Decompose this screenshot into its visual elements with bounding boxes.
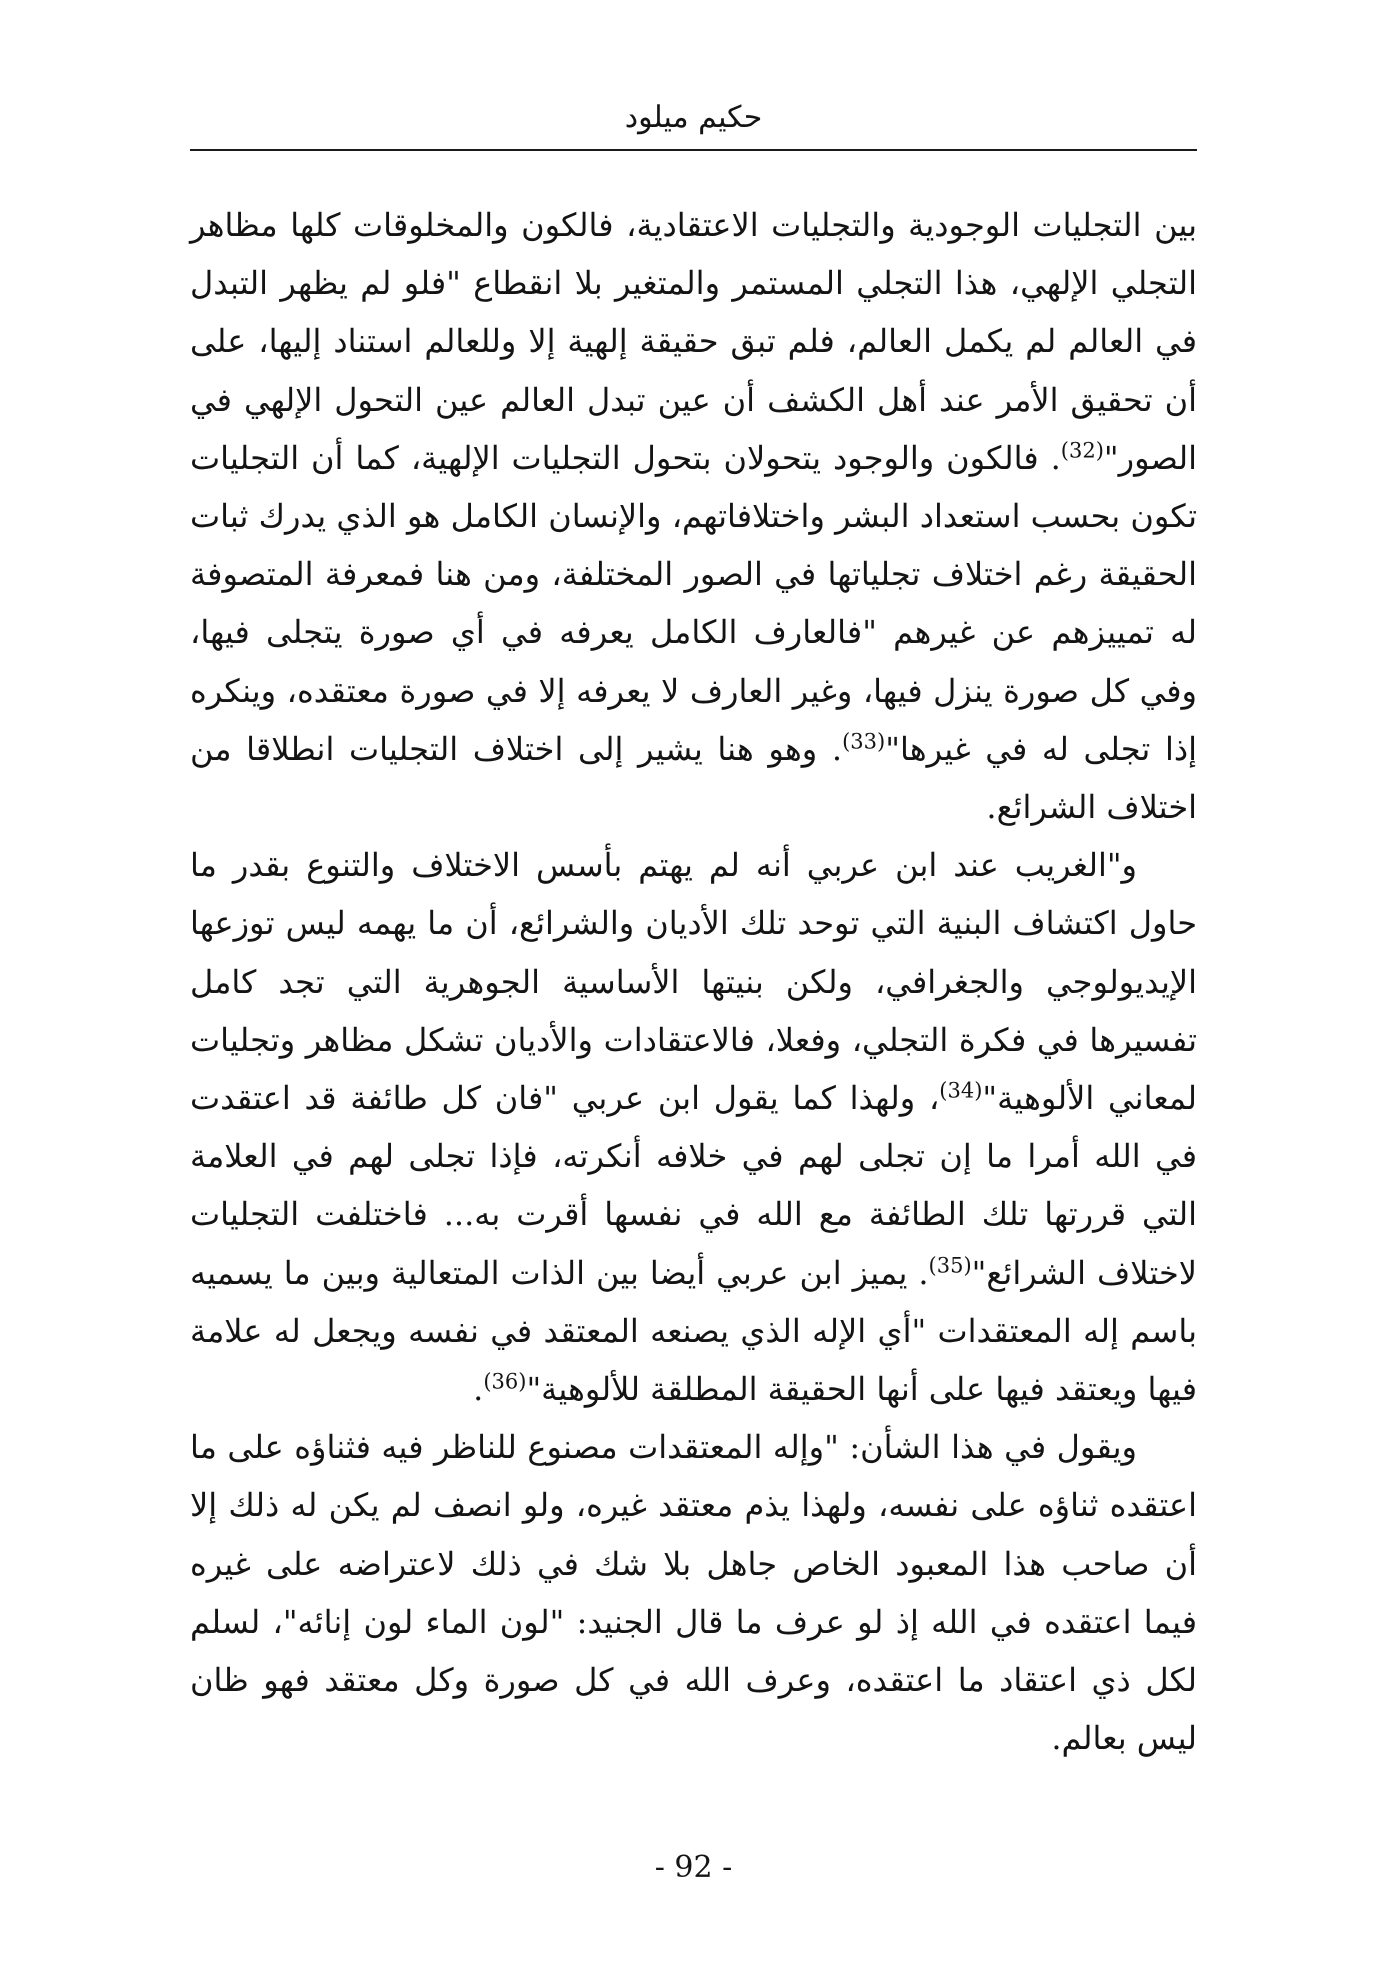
paragraph-text: ويقول في هذا الشأن: "وإله المعتقدات مصنوع للناظر فيه فثناؤه على ما اعتقده ثناؤه على نفسه، ولهذا يذم معتقد غيره، ولو انصف لم يكن له ذلك إلا أن صاحب هذا المعبود الخاص جاهل بلا شك في ذلك لاعتراضه على غيره فيما اعتقده في الله إذ لو عرف ما قال الجنيد: "لون الماء لون إنائه"، لسلم لكل ذي اعتقاد ما اعتقده، وعرف الله في كل صورة وكل معتقد فهو ظان ليس بعالم. [190, 1428, 1198, 1758]
paragraph-text: . يميز ابن عربي أيضا بين الذات المتعالية وبين ما يسميه باسم إله المعتقدات "أي الإله الذي يصنعه المعتقد في نفسه ويجعل له علامة فيها ويعتقد فيها على أنها الحقيقة المطلقة للألوهية" [190, 1253, 1197, 1409]
paragraph-text: و"الغريب عند ابن عربي أنه لم يهتم بأسس الاختلاف والتنوع بقدر ما حاول اكتشاف البنية التي توحد تلك الأديان والشرائع، أن ما يهمه ليس توزعها الإيديولوجي والجغرافي، ولكن بنيتها الأساسية الجوهرية التي تجد كامل تفسيرها في فكرة التجلي، وفعلا، فالاعتقادات والأديان تشكل مظاهر وتجليات لمعاني الألوهية" [190, 846, 1198, 1118]
footnote-reference: (36) [483, 1369, 527, 1394]
header-rule [190, 149, 1197, 151]
footnote-reference: (34) [939, 1078, 983, 1103]
page-body [190, 196, 1197, 1767]
paragraph-text: ، ولهذا كما يقول ابن عربي "فان كل طائفة قد اعتقدت في الله أمرا ما إن تجلى لهم في خلافه أنكرته، فإذا تجلى لهم في العلامة التي قررتها تلك الطائفة مع الله في نفسها أقرت به... فاختلفت التجليات لاختلاف الشرائع" [190, 1079, 1198, 1292]
paragraph-text: . [473, 1370, 484, 1409]
paragraph [190, 196, 1197, 836]
paragraph [190, 1418, 1197, 1767]
footnote-reference: (33) [842, 729, 886, 754]
paragraph-text: بين التجليات الوجودية والتجليات الاعتقادية، فالكون والمخلوقات كلها مظاهر التجلي الإلهي، هذا التجلي المستمر والمتغير بلا انقطاع "فلو لم يظهر التبدل في العالم لم يكمل العالم، فلم تبق حقيقة إلهية إلا وللعالم استناد إليها، على أن تحقيق الأمر عند أهل الكشف أن عين تبدل العالم عين التحول الإلهي في الصور" [190, 206, 1198, 477]
footnote-reference: (35) [928, 1253, 972, 1277]
paragraph-text: . فالكون والوجود يتحولان بتحول التجليات الإلهية، كما أن التجليات تكون بحسب استعداد البشر واختلافاتهم، والإنسان الكامل هو الذي يدرك ثبات الحقيقة رغم اختلاف تجلياتها في الصور المختلفة، ومن هنا فمعرفة المتصوفة له تمييزهم عن غيرهم "فالعارف الكامل يعرفه في أي صورة يتجلى فيها، وفي كل صورة ينزل فيها، وغير العارف لا يعرفه إلا في صورة معتقده، وينكره إذا تجلى له في غيرها" [190, 438, 1198, 768]
running-head-title: حكيم ميلود [624, 100, 763, 135]
footnote-reference: (32) [1060, 438, 1104, 463]
paragraph-text: . وهو هنا يشير إلى اختلاف التجليات انطلاقا من اختلاف الشرائع. [190, 729, 1197, 827]
paragraph [190, 836, 1197, 1418]
page-number: - 92 - [654, 1850, 733, 1885]
